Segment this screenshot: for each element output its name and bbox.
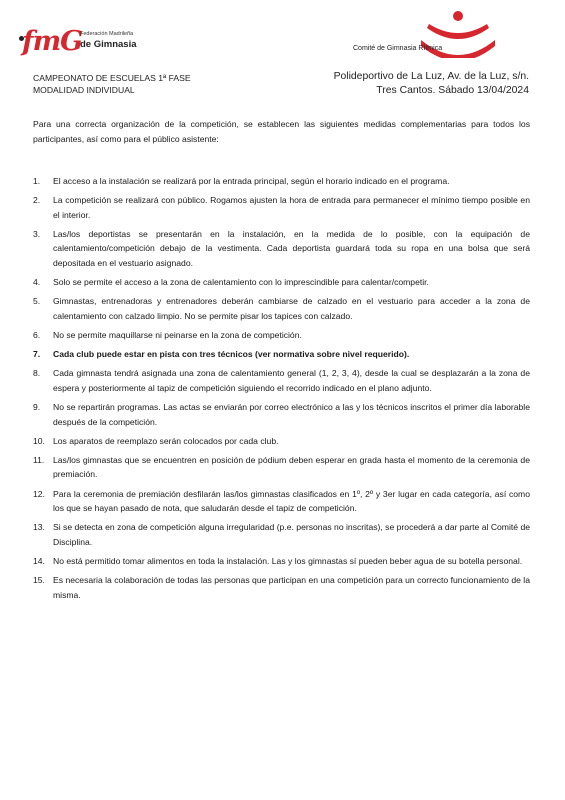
rule-number: 7. bbox=[33, 349, 41, 360]
rule-item bbox=[33, 573, 530, 602]
rule-item bbox=[33, 487, 530, 516]
intro-paragraph: Para una correcta organización de la competición, se establecen las siguientes medidas complementarias para todos los participantes, así como para el público asistente: bbox=[33, 119, 530, 144]
committee-name: Comité de Gimnasia Rítmica bbox=[353, 45, 443, 52]
venue-info bbox=[334, 70, 529, 97]
rule-item bbox=[33, 347, 530, 362]
federation-logo bbox=[22, 28, 182, 58]
rule-text: Cada club puede estar en pista con tres técnicos (ver normativa sobre nivel requerido). bbox=[53, 349, 410, 360]
championship-title: CAMPEONATO DE ESCUELAS 1ª FASE bbox=[33, 73, 191, 83]
rule-text: No se repartirán programas. Las actas se enviarán por correo electrónico a las y los técnicos inscritos el primer día laborable después de la competición. bbox=[53, 402, 530, 427]
rule-text: Solo se permite el acceso a la zona de calentamiento con lo imprescindible para calentar/competir. bbox=[53, 277, 429, 288]
federation-name-small: Federación Madrileña bbox=[80, 31, 134, 37]
rule-item bbox=[33, 520, 530, 549]
rule-text: Para la ceremonia de premiación desfilarán las/los gimnastas clasificados en 1º, 2º y 3er lugar en cada categoría, así como los que se hayan pasado de nota, que saludarán desde el tapiz de competición. bbox=[53, 488, 530, 514]
rule-item bbox=[33, 328, 530, 343]
federation-name-big: de Gimnasia bbox=[80, 38, 137, 50]
rule-item bbox=[33, 366, 530, 395]
rule-item bbox=[33, 275, 530, 290]
venue-address: Polideportivo de La Luz, Av. de la Luz, s/n. bbox=[333, 71, 529, 82]
championship-info bbox=[33, 72, 191, 96]
rules-list bbox=[33, 174, 530, 607]
rule-number: 11. bbox=[33, 454, 45, 465]
rule-item bbox=[33, 294, 530, 323]
rule-number: 15. bbox=[33, 575, 45, 586]
rule-text: No se permite maquillarse ni peinarse en la zona de competición. bbox=[53, 329, 302, 340]
rule-text: Las/los gimnastas que se encuentren en posición de pódium deben esperar en grada hasta el momento de la ceremonia de premiación. bbox=[53, 454, 530, 480]
rule-number: 3. bbox=[33, 228, 41, 239]
venue-date: Tres Cantos. Sábado 13/04/2024 bbox=[376, 84, 529, 96]
rule-number: 10. bbox=[33, 435, 45, 446]
rule-number: 4. bbox=[33, 277, 41, 288]
rule-item bbox=[33, 227, 530, 271]
rule-item bbox=[33, 434, 530, 449]
rule-item bbox=[33, 453, 530, 482]
rule-text: Las/los deportistas se presentarán en la instalación, en la medida de lo posible, con la equipación de calentamiento/competición debajo de la vestimenta. Cada deportista guardará toda su ropa en una bolsa que será depositada en el vestuario asignado. bbox=[53, 228, 530, 268]
rule-item bbox=[33, 400, 530, 429]
rule-text: Si se detecta en zona de competición alguna irregularidad (p.e. personas no inscritas), se procederá a dar parte al Comité de Disciplina. bbox=[53, 522, 530, 547]
rule-text: No está permitido tomar alimentos en toda la instalación. Las y los gimnastas sí pueden beber agua de su botella personal. bbox=[53, 555, 523, 566]
rule-number: 2. bbox=[33, 195, 41, 206]
rule-number: 9. bbox=[33, 402, 41, 412]
championship-modality: MODALIDAD INDIVIDUAL bbox=[33, 85, 135, 95]
rule-number: 12. bbox=[33, 488, 45, 499]
rule-number: 6. bbox=[33, 329, 41, 340]
rule-number: 14. bbox=[33, 555, 45, 566]
rule-item bbox=[33, 554, 530, 569]
rule-text: Es necesaria la colaboración de todas las personas que participan en una competición para un correcto funcionamiento de la misma. bbox=[53, 575, 530, 600]
rule-item bbox=[33, 174, 530, 189]
rule-number: 13. bbox=[33, 522, 45, 533]
rule-text: Los aparatos de reemplazo serán colocados por cada club. bbox=[53, 435, 279, 446]
rule-text: La competición se realizará con público. Rogamos ajusten la hora de entrada para permanecer el mínimo tiempo posible en el interior. bbox=[53, 195, 530, 220]
rule-number: 1. bbox=[33, 176, 41, 186]
rule-number: 8. bbox=[33, 368, 41, 379]
rule-number: 5. bbox=[33, 296, 41, 307]
rule-text: Gimnastas, entrenadoras y entrenadores deberán cambiarse de calzado en el vestuario para acceder a la zona de calentamiento con calzado limpio. No se permite pisar los tapices con calzado. bbox=[53, 296, 530, 321]
federation-name bbox=[80, 32, 137, 49]
rule-text: Cada gimnasta tendrá asignada una zona de calentamiento general (1, 2, 3, 4), desde la cual se desplazarán a la zona de espera y posteriormente al tapiz de competición siguiendo el recorrido indicado en el plano adjunto. bbox=[53, 368, 530, 393]
fmg-logo-mark: fmG bbox=[22, 26, 83, 57]
rule-text: El acceso a la instalación se realizará por la entrada principal, según el horario indicado en el programa. bbox=[53, 176, 450, 186]
rule-item bbox=[33, 193, 530, 222]
